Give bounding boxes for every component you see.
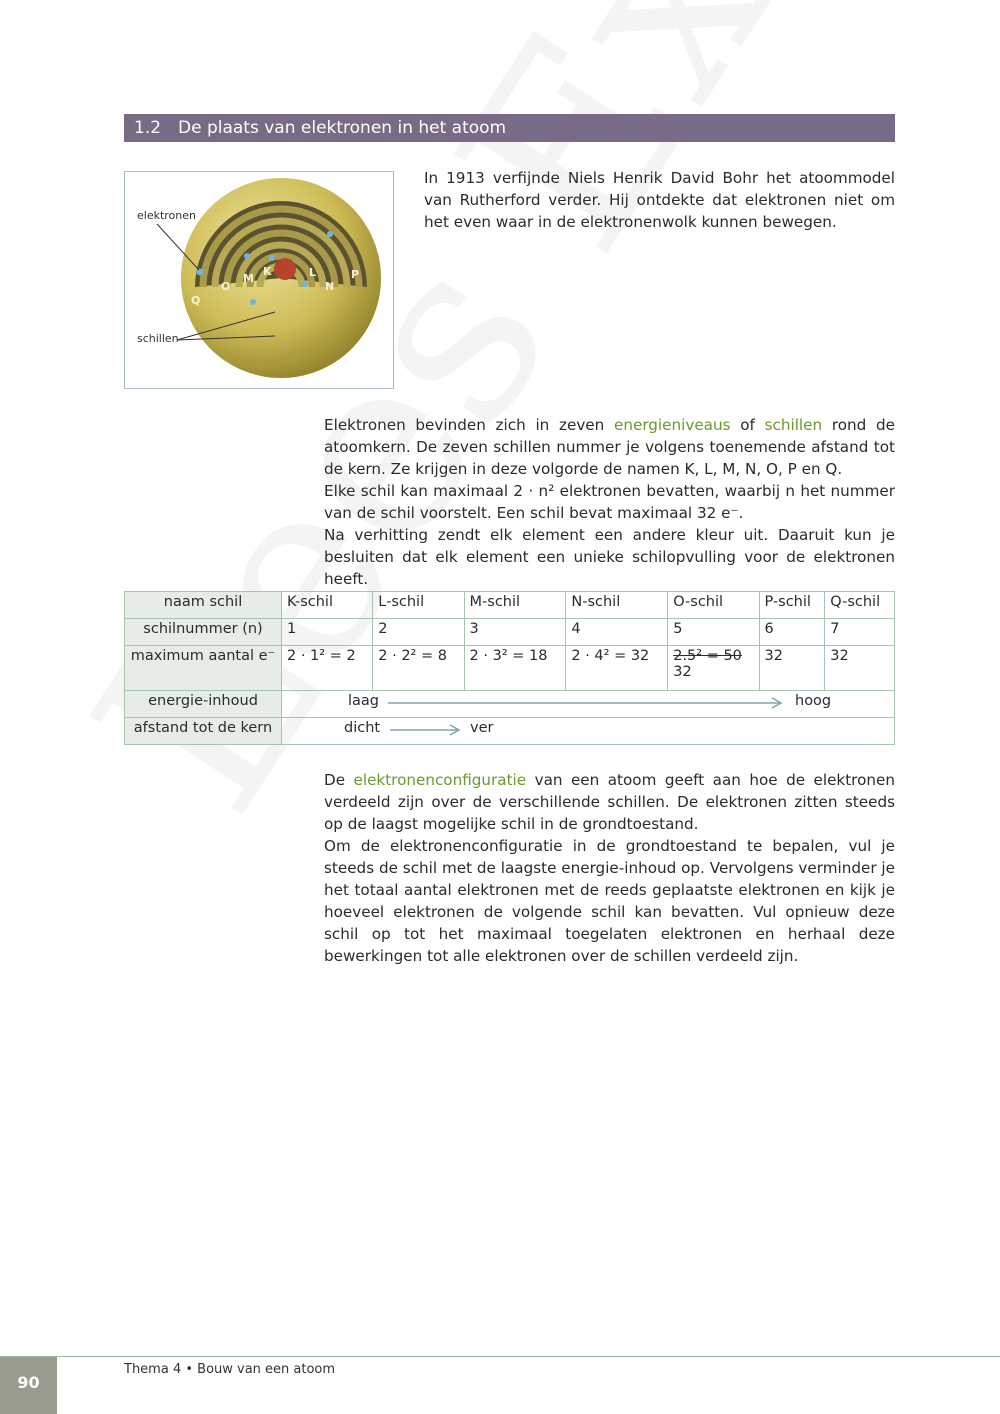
energy-cell	[282, 691, 895, 718]
table-cell: O-schil	[668, 592, 759, 619]
energy-arrow	[282, 691, 894, 713]
shell-letter-l: L	[309, 266, 317, 279]
table-cell: 3	[464, 619, 566, 646]
table-cell: M-schil	[464, 592, 566, 619]
table-row-names	[125, 592, 895, 619]
footer-chapter: Thema 4 • Bouw van een atoom	[124, 1362, 336, 1377]
section-title: De plaats van elektronen in het atoom	[178, 118, 507, 138]
section-heading	[124, 114, 895, 142]
arrow-icon	[390, 723, 462, 737]
nucleus	[274, 258, 296, 280]
row-label: afstand tot de kern	[125, 718, 282, 745]
table-cell: K-schil	[282, 592, 373, 619]
shell-letter-q: Q	[191, 294, 201, 307]
distance-arrow	[282, 718, 894, 740]
shell-letter-k: K	[263, 265, 272, 278]
table-cell: 4	[566, 619, 668, 646]
table-cell: Q-schil	[825, 592, 895, 619]
table-cell: 7	[825, 619, 895, 646]
table-cell: 32	[825, 646, 895, 691]
table-row-energy	[125, 691, 895, 718]
shells-table	[124, 591, 895, 745]
page-number: 90	[0, 1357, 57, 1414]
distance-near: dicht	[344, 720, 381, 736]
corrected-value: 32	[673, 664, 692, 680]
table-cell: 6	[759, 619, 825, 646]
table-cell: 5	[668, 619, 759, 646]
table-row-numbers	[125, 619, 895, 646]
color-paragraph: Na verhitting zendt elk element een andere kleur uit. Daaruit kun je besluiten dat elk element een unieke schilopvulling voor de elektronen heeft.	[324, 526, 895, 588]
energy-high: hoog	[795, 693, 832, 709]
table-cell: 1	[282, 619, 373, 646]
table-cell: 32	[759, 646, 825, 691]
text: Elektronen bevinden zich in zeven	[324, 416, 614, 434]
shell-letter-o: O	[221, 280, 231, 293]
label-shells: schillen	[137, 332, 179, 345]
text: van een atoom geeft aan hoe de elektronen verdeeld zijn over de verschillende schillen. De elektronen zitten steeds op de laagst mogelijke schil in de grondtoestand.	[324, 771, 895, 833]
body-section-1	[324, 414, 895, 590]
table-cell: L-schil	[373, 592, 464, 619]
procedure-paragraph: Om de elektronenconfiguratie in de grondtoestand te bepalen, vul je steeds de schil met de laagste energie-inhoud op. Vervolgens verminder je het totaal aantal elektronen met de reeds geplaatste elektronen en kijk je hoeveel elektronen de volgende schil kan bevatten. Vul opnieuw deze schil op tot het maximaal toegelaten elektronen en herhaal deze bewerkingen tot alle elektronen over de schillen verdeeld zijn.	[324, 837, 895, 965]
shell-letter-m: M	[243, 272, 254, 285]
energy-low: laag	[348, 693, 380, 709]
row-label: maximum aantal e⁻	[125, 646, 282, 691]
table-cell: 2	[373, 619, 464, 646]
label-electrons: elektronen	[137, 209, 196, 222]
distance-far: ver	[470, 720, 494, 736]
term-schillen: schillen	[764, 416, 823, 434]
shell-letter-n: N	[325, 280, 335, 293]
row-label: energie-inhoud	[125, 691, 282, 718]
table-row-distance	[125, 718, 895, 745]
text: De	[324, 771, 354, 789]
text: rond de atoomkern. De zeven schillen nummer je volgens toenemende afstand tot de kern. Ze krijgen in deze volgorde de namen K, L, M, N, O, P en Q.	[324, 416, 896, 478]
configuration-paragraph	[324, 769, 895, 835]
row-label: naam schil	[125, 592, 282, 619]
table-cell	[668, 646, 759, 691]
table-cell: 2 · 2² = 8	[373, 646, 464, 691]
body-section-2	[324, 769, 895, 967]
atom-shell-figure	[124, 171, 394, 389]
table-cell: N-schil	[566, 592, 668, 619]
section-number: 1.2	[134, 118, 162, 138]
intro-paragraph: In 1913 verfijnde Niels Henrik David Bohr het atoommodel van Rutherford verder. Hij ontdekte dat elektronen niet om het even waar in de elektronenwolk kunnen bewegen.	[424, 169, 895, 231]
max-electrons-paragraph: Elke schil kan maximaal 2 · n² elektronen bevatten, waarbij n het nummer van de schil voorstelt. Een schil bevat maximaal 32 e⁻.	[324, 482, 895, 522]
footer-divider	[0, 1356, 1000, 1357]
table-cell: P-schil	[759, 592, 825, 619]
term-elektronenconfiguratie: elektronenconfiguratie	[353, 771, 527, 789]
text: of	[730, 416, 765, 434]
table-cell: 2 · 4² = 32	[566, 646, 668, 691]
term-energieniveaus: energieniveaus	[614, 416, 731, 434]
table-row-max	[125, 646, 895, 691]
row-label: schilnummer (n)	[125, 619, 282, 646]
shells-paragraph	[324, 414, 895, 480]
table-cell: 2 · 3² = 18	[464, 646, 566, 691]
struck-value: 2.5² = 50	[673, 648, 742, 664]
distance-cell	[282, 718, 895, 745]
table-cell: 2 · 1² = 2	[282, 646, 373, 691]
shell-letter-p: P	[351, 268, 360, 281]
arrow-icon	[388, 696, 788, 710]
